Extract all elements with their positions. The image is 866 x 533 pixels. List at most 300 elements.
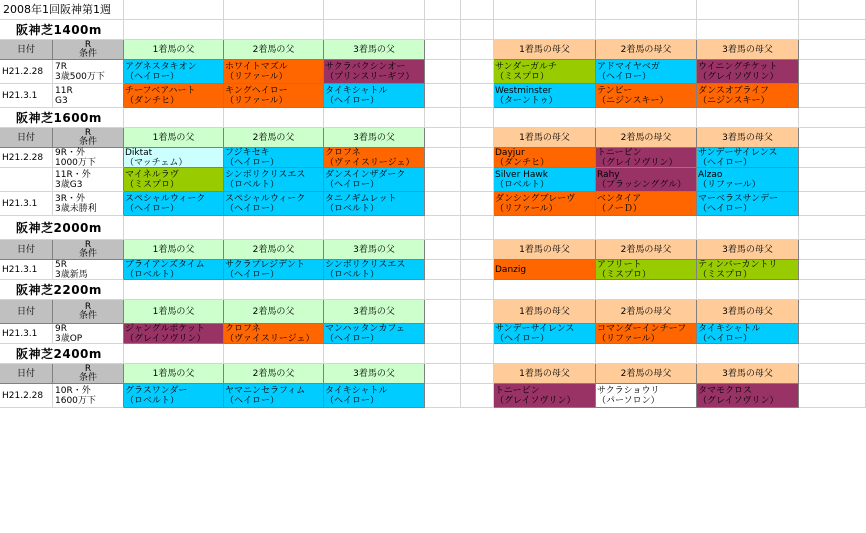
- header-condition-text: 条件: [78, 136, 97, 147]
- dam-sire-lineage: （ロベルト）: [495, 179, 550, 190]
- sire-cell[interactable]: [324, 260, 425, 280]
- header-dam-sire-1[interactable]: [494, 240, 596, 260]
- empty-cell[interactable]: [425, 168, 461, 192]
- header-dam-sire-1[interactable]: [494, 300, 596, 324]
- race-date[interactable]: [0, 324, 53, 344]
- sire-name: サクラバクシンオー: [325, 61, 406, 72]
- dam-sire-name: Rahy: [597, 169, 620, 180]
- header-dam-sire-text: 3着馬の母父: [722, 306, 773, 317]
- header-dam-sire-3[interactable]: [697, 300, 799, 324]
- empty-cell[interactable]: [461, 280, 494, 300]
- empty-cell[interactable]: [124, 344, 224, 364]
- dam-sire-cell[interactable]: [596, 148, 697, 168]
- dam-sire-cell[interactable]: [494, 84, 596, 108]
- header-sire-1[interactable]: [124, 364, 224, 384]
- header-sire-text: 2着馬の父: [252, 132, 295, 143]
- empty-cell[interactable]: [461, 40, 494, 60]
- header-sire-text: 1着馬の父: [152, 244, 195, 255]
- dam-sire-cell[interactable]: [596, 84, 697, 108]
- header-dam-sire-text: 1着馬の母父: [519, 368, 570, 379]
- dam-sire-lineage: （ニジンスキー）: [597, 95, 669, 106]
- header-date[interactable]: [0, 300, 53, 324]
- empty-cell[interactable]: [799, 280, 866, 300]
- dam-sire-lineage: （ヘイロー）: [698, 333, 753, 344]
- dam-sire-cell[interactable]: [697, 260, 799, 280]
- sire-lineage: （マッチェム）: [125, 157, 188, 168]
- header-sire-2[interactable]: [224, 40, 324, 60]
- race-date[interactable]: [0, 384, 53, 408]
- dam-sire-cell[interactable]: [697, 148, 799, 168]
- race-condition[interactable]: [53, 60, 124, 84]
- empty-cell[interactable]: [799, 60, 866, 84]
- sire-name: ブライアンズタイム: [125, 259, 205, 270]
- race-class-text: 1600万下: [55, 395, 96, 406]
- empty-cell[interactable]: [799, 260, 866, 280]
- section-title-text: 阪神芝2400m: [16, 346, 102, 361]
- empty-cell[interactable]: [799, 324, 866, 344]
- sire-cell[interactable]: [124, 192, 224, 216]
- empty-cell[interactable]: [324, 344, 425, 364]
- header-sire-3[interactable]: [324, 300, 425, 324]
- race-condition[interactable]: [53, 168, 124, 192]
- dam-sire-cell[interactable]: [697, 60, 799, 84]
- header-sire-3[interactable]: [324, 40, 425, 60]
- race-number-text: 3R・外: [55, 193, 85, 204]
- empty-cell[interactable]: [799, 384, 866, 408]
- empty-cell[interactable]: [425, 364, 461, 384]
- dam-sire-lineage: （リファール）: [597, 333, 660, 344]
- empty-cell[interactable]: [425, 240, 461, 260]
- header-sire-3[interactable]: [324, 128, 425, 148]
- header-sire-text: 2着馬の父: [252, 244, 295, 255]
- section-title[interactable]: [0, 20, 124, 40]
- sire-cell[interactable]: [224, 84, 324, 108]
- race-date-text: H21.3.1: [2, 328, 38, 339]
- race-condition[interactable]: [53, 84, 124, 108]
- dam-sire-lineage: （グレイソヴリン）: [698, 71, 779, 82]
- empty-cell[interactable]: [799, 344, 866, 364]
- empty-cell[interactable]: [461, 0, 494, 20]
- race-date[interactable]: [0, 260, 53, 280]
- sire-name: フジキセキ: [225, 147, 270, 158]
- dam-sire-name: トニービン: [597, 147, 642, 158]
- header-condition-text: 条件: [78, 372, 97, 383]
- header-sire-text: 1着馬の父: [152, 306, 195, 317]
- sheet-title-text: 2008年1回阪神第1週: [3, 2, 111, 16]
- empty-cell[interactable]: [461, 216, 494, 240]
- header-sire-1[interactable]: [124, 128, 224, 148]
- empty-cell[interactable]: [494, 344, 596, 364]
- header-sire-3[interactable]: [324, 364, 425, 384]
- empty-cell[interactable]: [799, 300, 866, 324]
- empty-cell[interactable]: [799, 148, 866, 168]
- header-date[interactable]: [0, 364, 53, 384]
- empty-cell[interactable]: [799, 108, 866, 128]
- dam-sire-cell[interactable]: [494, 148, 596, 168]
- sire-cell[interactable]: [324, 148, 425, 168]
- dam-sire-cell[interactable]: [697, 384, 799, 408]
- empty-cell[interactable]: [461, 20, 494, 40]
- empty-cell[interactable]: [124, 216, 224, 240]
- dam-sire-name: Westminster: [495, 85, 552, 96]
- header-dam-sire-2[interactable]: [596, 40, 697, 60]
- header-dam-sire-3[interactable]: [697, 364, 799, 384]
- dam-sire-name: ベンタイア: [597, 193, 642, 204]
- dam-sire-name: タマモクロス: [698, 385, 753, 396]
- dam-sire-cell[interactable]: [596, 168, 697, 192]
- header-sire-text: 3着馬の父: [353, 368, 395, 379]
- race-date[interactable]: [0, 84, 53, 108]
- header-date[interactable]: [0, 240, 53, 260]
- empty-cell[interactable]: [494, 280, 596, 300]
- race-date-text: H21.2.28: [2, 152, 44, 163]
- empty-cell[interactable]: [799, 192, 866, 216]
- empty-cell[interactable]: [425, 192, 461, 216]
- sire-name: サクラプレジデント: [225, 259, 305, 270]
- empty-cell[interactable]: [124, 0, 224, 20]
- sire-cell[interactable]: [324, 168, 425, 192]
- empty-cell[interactable]: [596, 0, 697, 20]
- empty-cell[interactable]: [124, 20, 224, 40]
- race-condition[interactable]: [53, 260, 124, 280]
- dam-sire-lineage: （グレイソヴリン）: [698, 395, 779, 406]
- header-sire-1[interactable]: [124, 40, 224, 60]
- dam-sire-cell[interactable]: [697, 168, 799, 192]
- dam-sire-lineage: （グレイソヴリン）: [597, 157, 678, 168]
- header-sire-2[interactable]: [224, 128, 324, 148]
- empty-cell[interactable]: [224, 280, 324, 300]
- race-number-text: 5R: [55, 259, 67, 270]
- empty-cell[interactable]: [324, 280, 425, 300]
- empty-cell[interactable]: [461, 108, 494, 128]
- empty-cell[interactable]: [461, 260, 494, 280]
- dam-sire-name: サンダーガルチ: [495, 61, 558, 72]
- race-class-text: 3歳未勝利: [55, 203, 97, 214]
- race-number-text: 9R・外: [55, 147, 85, 158]
- empty-cell[interactable]: [461, 192, 494, 216]
- race-date[interactable]: [0, 168, 53, 192]
- sire-cell[interactable]: [124, 60, 224, 84]
- sire-name: マンハッタンカフェ: [325, 323, 405, 334]
- sire-lineage: （ロベルト）: [125, 269, 180, 280]
- empty-cell[interactable]: [425, 344, 461, 364]
- section-title-text: 阪神芝1600m: [16, 110, 102, 125]
- empty-cell[interactable]: [461, 128, 494, 148]
- header-dam-sire-2[interactable]: [596, 300, 697, 324]
- empty-cell[interactable]: [461, 324, 494, 344]
- empty-cell[interactable]: [461, 300, 494, 324]
- section-title[interactable]: [0, 108, 124, 128]
- empty-cell[interactable]: [425, 260, 461, 280]
- dam-sire-lineage: （ミスプロ）: [597, 269, 652, 280]
- empty-cell[interactable]: [596, 20, 697, 40]
- sire-cell[interactable]: [324, 192, 425, 216]
- dam-sire-cell[interactable]: [697, 84, 799, 108]
- race-class-text: 3歳OP: [55, 333, 83, 344]
- header-dam-sire-text: 2着馬の母父: [620, 244, 672, 255]
- empty-cell[interactable]: [494, 20, 596, 40]
- empty-cell[interactable]: [461, 84, 494, 108]
- header-dam-sire-1[interactable]: [494, 40, 596, 60]
- empty-cell[interactable]: [461, 148, 494, 168]
- empty-cell[interactable]: [461, 364, 494, 384]
- header-date-text: 日付: [16, 244, 35, 255]
- empty-cell[interactable]: [799, 40, 866, 60]
- sire-cell[interactable]: [224, 192, 324, 216]
- empty-cell[interactable]: [324, 216, 425, 240]
- empty-cell[interactable]: [697, 0, 799, 20]
- empty-cell[interactable]: [425, 84, 461, 108]
- empty-cell[interactable]: [799, 216, 866, 240]
- empty-cell[interactable]: [425, 148, 461, 168]
- empty-cell[interactable]: [324, 20, 425, 40]
- sire-lineage: （グレイソヴリン）: [125, 333, 206, 344]
- dam-sire-lineage: （ヘイロー）: [495, 333, 550, 344]
- sire-name: スペシャルウィーク: [225, 193, 306, 204]
- header-dam-sire-text: 3着馬の母父: [722, 132, 773, 143]
- header-dam-sire-2[interactable]: [596, 240, 697, 260]
- sire-lineage: （ロベルト）: [225, 179, 280, 190]
- header-dam-sire-text: 1着馬の母父: [519, 44, 570, 55]
- sire-cell[interactable]: [224, 324, 324, 344]
- sire-cell[interactable]: [324, 60, 425, 84]
- sire-cell[interactable]: [324, 84, 425, 108]
- empty-cell[interactable]: [425, 20, 461, 40]
- empty-cell[interactable]: [124, 280, 224, 300]
- race-condition[interactable]: [53, 148, 124, 168]
- header-race-text: R: [84, 239, 92, 250]
- empty-cell[interactable]: [494, 216, 596, 240]
- empty-cell[interactable]: [799, 0, 866, 20]
- header-dam-sire-text: 3着馬の母父: [722, 44, 773, 55]
- sire-cell[interactable]: [224, 148, 324, 168]
- header-race-condition[interactable]: [53, 240, 124, 260]
- sire-lineage: （プリンスリーギフ）: [325, 71, 415, 82]
- race-date[interactable]: [0, 192, 53, 216]
- header-sire-3[interactable]: [324, 240, 425, 260]
- header-dam-sire-text: 1着馬の母父: [519, 306, 570, 317]
- empty-cell[interactable]: [425, 216, 461, 240]
- header-date[interactable]: [0, 40, 53, 60]
- empty-cell[interactable]: [461, 240, 494, 260]
- empty-cell[interactable]: [425, 60, 461, 84]
- race-date-text: H21.3.1: [2, 90, 38, 101]
- sire-cell[interactable]: [224, 260, 324, 280]
- dam-sire-cell[interactable]: [494, 168, 596, 192]
- empty-cell[interactable]: [461, 60, 494, 84]
- sire-lineage: （ヘイロー）: [225, 203, 280, 214]
- race-condition[interactable]: [53, 384, 124, 408]
- empty-cell[interactable]: [425, 384, 461, 408]
- dam-sire-lineage: （ヘイロー）: [698, 157, 753, 168]
- header-race-condition[interactable]: [53, 40, 124, 60]
- sire-cell[interactable]: [124, 324, 224, 344]
- empty-cell[interactable]: [124, 108, 224, 128]
- header-race-text: R: [84, 127, 92, 138]
- empty-cell[interactable]: [425, 40, 461, 60]
- sire-name: チーフベアハート: [125, 85, 196, 96]
- dam-sire-name: トニービン: [495, 385, 540, 396]
- sire-lineage: （リファール）: [225, 95, 288, 106]
- dam-sire-cell[interactable]: [494, 260, 596, 280]
- header-sire-1[interactable]: [124, 240, 224, 260]
- race-date[interactable]: [0, 60, 53, 84]
- sire-name: シンボリクリスエス: [225, 169, 306, 180]
- dam-sire-lineage: （ヘイロー）: [597, 71, 652, 82]
- dam-sire-cell[interactable]: [494, 192, 596, 216]
- empty-cell[interactable]: [596, 216, 697, 240]
- race-date-text: H21.3.1: [2, 198, 38, 209]
- header-dam-sire-1[interactable]: [494, 364, 596, 384]
- race-condition[interactable]: [53, 192, 124, 216]
- race-class-text: 1000万下: [55, 157, 96, 168]
- sire-lineage: （ヴァイスリージェ）: [325, 157, 415, 168]
- empty-cell[interactable]: [596, 344, 697, 364]
- dam-sire-cell[interactable]: [596, 260, 697, 280]
- header-dam-sire-3[interactable]: [697, 40, 799, 60]
- sire-cell[interactable]: [324, 324, 425, 344]
- header-dam-sire-text: 2着馬の母父: [620, 306, 672, 317]
- dam-sire-cell[interactable]: [494, 60, 596, 84]
- empty-cell[interactable]: [224, 0, 324, 20]
- empty-cell[interactable]: [697, 280, 799, 300]
- header-sire-2[interactable]: [224, 240, 324, 260]
- header-sire-text: 1着馬の父: [152, 44, 195, 55]
- empty-cell[interactable]: [799, 20, 866, 40]
- dam-sire-name: アフリート: [597, 259, 642, 270]
- empty-cell[interactable]: [425, 108, 461, 128]
- empty-cell[interactable]: [425, 300, 461, 324]
- header-race-condition[interactable]: [53, 364, 124, 384]
- dam-sire-cell[interactable]: [494, 384, 596, 408]
- empty-cell[interactable]: [697, 216, 799, 240]
- empty-cell[interactable]: [425, 0, 461, 20]
- section-title[interactable]: [0, 216, 124, 240]
- empty-cell[interactable]: [697, 20, 799, 40]
- header-sire-text: 3着馬の父: [353, 306, 395, 317]
- header-date[interactable]: [0, 128, 53, 148]
- dam-sire-name: アドマイヤベガ: [597, 61, 660, 72]
- sire-cell[interactable]: [224, 384, 324, 408]
- empty-cell[interactable]: [224, 216, 324, 240]
- empty-cell[interactable]: [494, 108, 596, 128]
- dam-sire-lineage: （ヘイロー）: [698, 203, 753, 214]
- header-race-condition[interactable]: [53, 128, 124, 148]
- empty-cell[interactable]: [799, 240, 866, 260]
- section-title[interactable]: [0, 344, 124, 364]
- header-condition-text: 条件: [78, 248, 97, 259]
- sire-lineage: （ロベルト）: [325, 269, 380, 280]
- sire-cell[interactable]: [124, 84, 224, 108]
- empty-cell[interactable]: [461, 168, 494, 192]
- header-race-text: R: [84, 363, 92, 374]
- empty-cell[interactable]: [799, 84, 866, 108]
- header-dam-sire-text: 2着馬の母父: [620, 132, 672, 143]
- sire-lineage: （ヘイロー）: [325, 333, 380, 344]
- empty-cell[interactable]: [425, 324, 461, 344]
- sire-name: スペシャルウィーク: [125, 193, 206, 204]
- sire-lineage: （ヴァイスリージェ）: [225, 333, 315, 344]
- header-dam-sire-2[interactable]: [596, 364, 697, 384]
- dam-sire-cell[interactable]: [596, 384, 697, 408]
- sire-cell[interactable]: [224, 60, 324, 84]
- sire-cell[interactable]: [324, 384, 425, 408]
- sire-lineage: （ヘイロー）: [225, 269, 280, 280]
- sire-cell[interactable]: [124, 260, 224, 280]
- section-title-text: 阪神芝2000m: [16, 220, 102, 235]
- header-dam-sire-text: 2着馬の母父: [620, 44, 672, 55]
- header-race-condition[interactable]: [53, 300, 124, 324]
- dam-sire-cell[interactable]: [494, 324, 596, 344]
- sire-name: タニノギムレット: [325, 193, 397, 204]
- header-dam-sire-text: 3着馬の母父: [722, 368, 773, 379]
- empty-cell[interactable]: [596, 280, 697, 300]
- sire-cell[interactable]: [124, 384, 224, 408]
- empty-cell[interactable]: [799, 128, 866, 148]
- dam-sire-lineage: （ブラッシンググル）: [597, 179, 687, 190]
- empty-cell[interactable]: [324, 0, 425, 20]
- race-date-text: H21.3.1: [2, 264, 38, 275]
- empty-cell[interactable]: [799, 364, 866, 384]
- dam-sire-cell[interactable]: [697, 192, 799, 216]
- empty-cell[interactable]: [494, 0, 596, 20]
- empty-cell[interactable]: [425, 280, 461, 300]
- dam-sire-cell[interactable]: [697, 324, 799, 344]
- header-sire-text: 1着馬の父: [152, 132, 195, 143]
- race-date[interactable]: [0, 148, 53, 168]
- dam-sire-name: Silver Hawk: [495, 169, 548, 180]
- header-sire-2[interactable]: [224, 300, 324, 324]
- sire-lineage: （ヘイロー）: [125, 71, 180, 82]
- dam-sire-cell[interactable]: [596, 192, 697, 216]
- dam-sire-cell[interactable]: [596, 60, 697, 84]
- empty-cell[interactable]: [425, 128, 461, 148]
- sire-lineage: （ミスプロ）: [125, 179, 180, 190]
- empty-cell[interactable]: [799, 168, 866, 192]
- race-condition[interactable]: [53, 324, 124, 344]
- dam-sire-cell[interactable]: [596, 324, 697, 344]
- header-date-text: 日付: [16, 132, 35, 143]
- sire-name: シンボリクリスエス: [325, 259, 406, 270]
- empty-cell[interactable]: [596, 108, 697, 128]
- dam-sire-name: Alzao: [698, 169, 723, 180]
- empty-cell[interactable]: [224, 20, 324, 40]
- sheet-title[interactable]: [0, 0, 124, 20]
- empty-cell[interactable]: [461, 344, 494, 364]
- header-sire-text: 3着馬の父: [353, 132, 395, 143]
- header-dam-sire-3[interactable]: [697, 128, 799, 148]
- sire-cell[interactable]: [124, 168, 224, 192]
- header-dam-sire-2[interactable]: [596, 128, 697, 148]
- dam-sire-name: Dayjur: [495, 147, 525, 158]
- race-class-text: 3歳500万下: [55, 71, 105, 82]
- header-dam-sire-1[interactable]: [494, 128, 596, 148]
- sire-name: キングヘイロー: [225, 85, 288, 96]
- sire-lineage: （リファール）: [225, 71, 288, 82]
- header-sire-2[interactable]: [224, 364, 324, 384]
- sire-cell[interactable]: [124, 148, 224, 168]
- empty-cell[interactable]: [224, 108, 324, 128]
- empty-cell[interactable]: [697, 344, 799, 364]
- header-sire-1[interactable]: [124, 300, 224, 324]
- empty-cell[interactable]: [461, 384, 494, 408]
- sire-cell[interactable]: [224, 168, 324, 192]
- section-title[interactable]: [0, 280, 124, 300]
- header-dam-sire-3[interactable]: [697, 240, 799, 260]
- empty-cell[interactable]: [697, 108, 799, 128]
- empty-cell[interactable]: [224, 344, 324, 364]
- empty-cell[interactable]: [324, 108, 425, 128]
